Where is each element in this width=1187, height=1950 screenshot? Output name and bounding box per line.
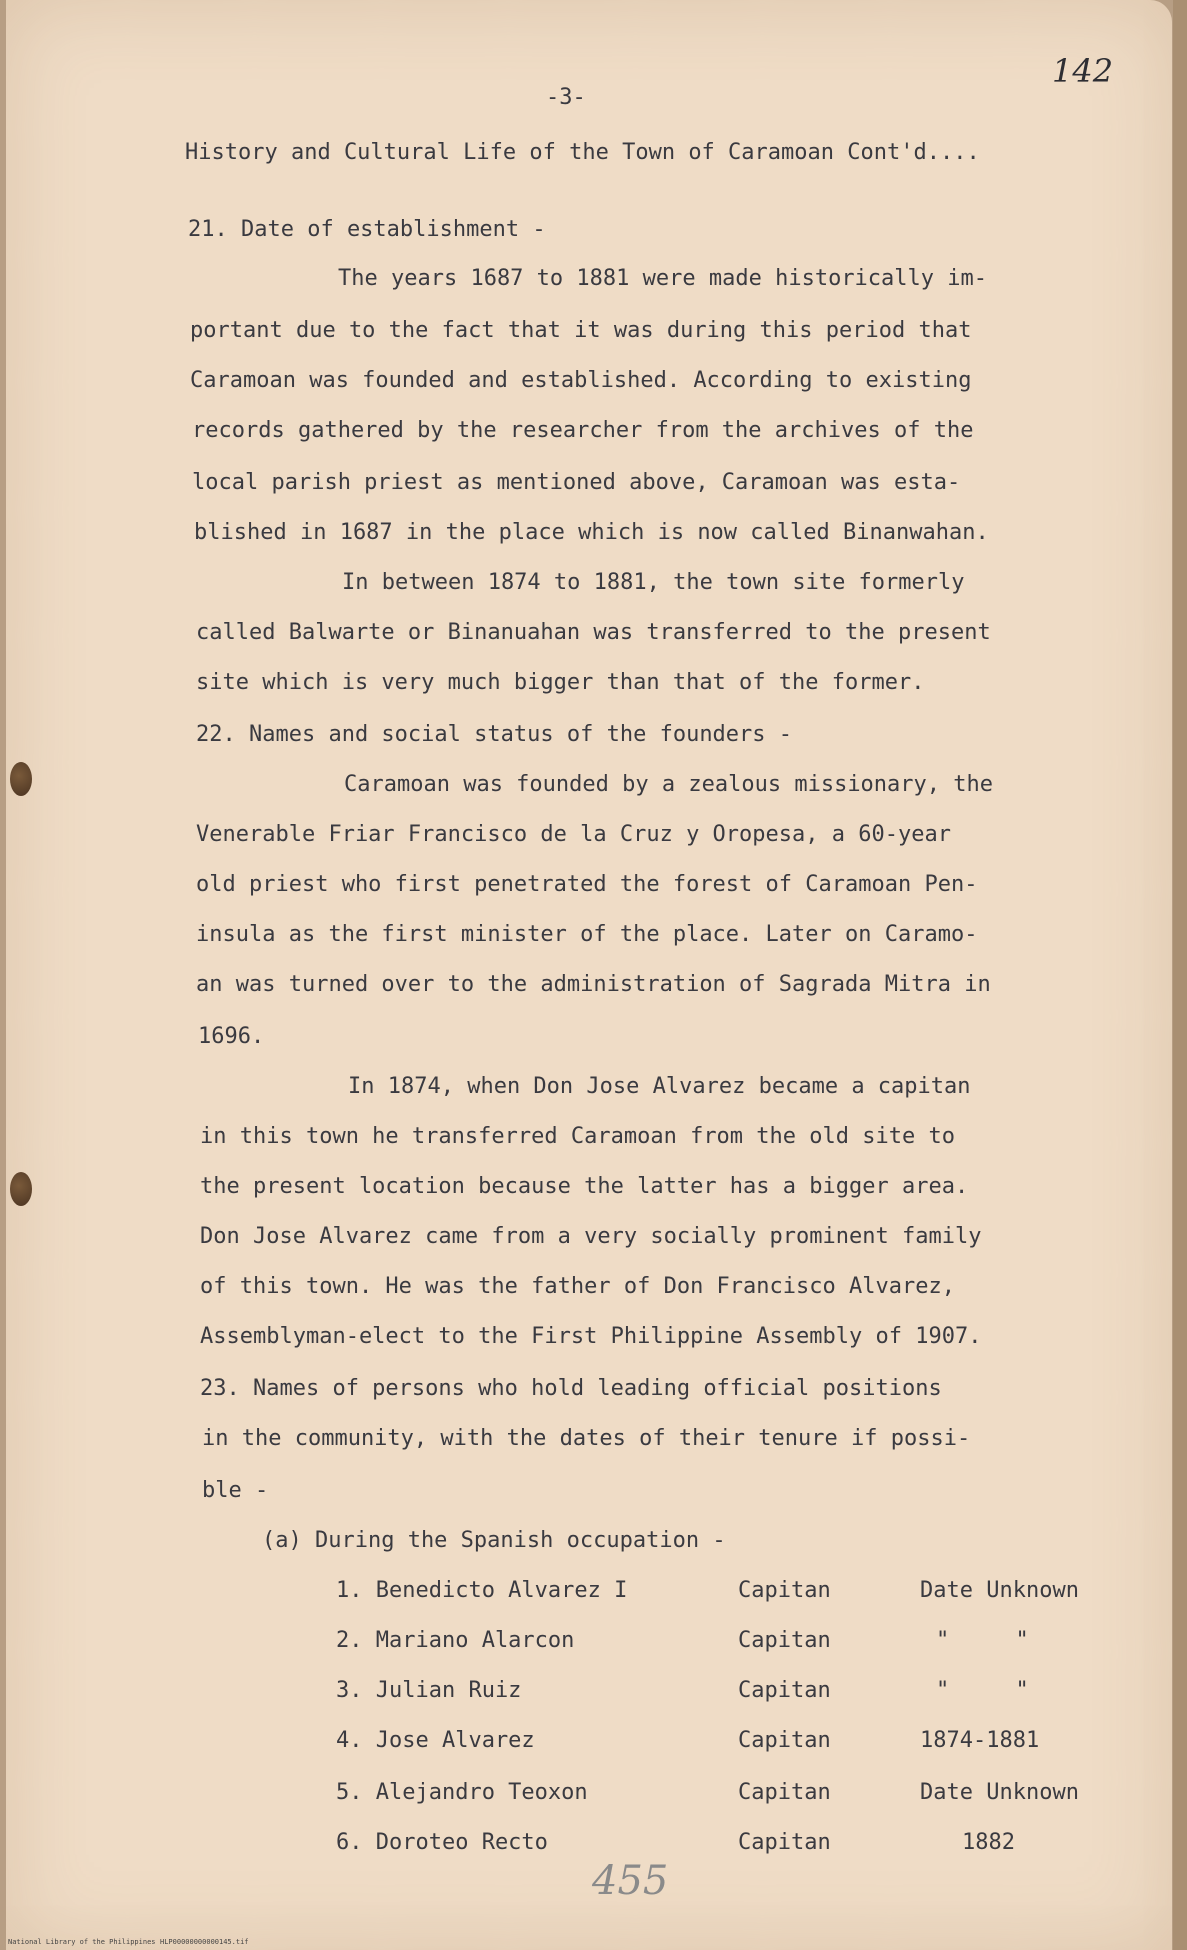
section-22-line: the present location because the latter has a bigger area. [200,1174,969,1199]
section-23-line: ble - [202,1478,269,1503]
official-position: Capitan [738,1728,831,1753]
official-tenure: " " [936,1628,1029,1653]
official-position: Capitan [738,1678,831,1703]
official-name: 5. Alejandro Teoxon [336,1780,588,1805]
page-edge [1173,0,1187,1950]
section-21-line: blished in 1687 in the place which is now called Binanwahan. [194,520,989,545]
official-position: Capitan [738,1578,831,1603]
handwritten-number: 455 [592,1858,669,1904]
section-22-line: Don Jose Alvarez came from a very socially prominent family [200,1224,982,1249]
section-22-line: insula as the first minister of the place. Later on Caramo- [196,922,978,947]
official-name: 6. Doroteo Recto [336,1830,548,1855]
section-21-line: Caramoan was founded and established. According to existing [190,368,972,393]
section-22-line: Caramoan was founded by a zealous missionary, the [344,772,994,797]
section-21-line: portant due to the fact that it was during this period that [190,318,972,343]
section-22-line: In 1874, when Don Jose Alvarez became a capitan [348,1074,971,1099]
official-position: Capitan [738,1628,831,1653]
section-21-line: local parish priest as mentioned above, Caramoan was esta- [192,470,961,495]
official-tenure: Date Unknown [920,1578,1079,1603]
official-tenure: Date Unknown [920,1780,1079,1805]
page-number: -3- [546,85,586,110]
official-name: 3. Julian Ruiz [336,1678,522,1703]
official-tenure: 1874-1881 [920,1728,1040,1753]
punch-hole [10,1172,32,1206]
section-23-subheading: (a) During the Spanish occupation - [262,1528,726,1553]
section-22-line: Assemblyman-elect to the First Philippine Assembly of 1907. [200,1324,982,1349]
section-22-line: Venerable Friar Francisco de la Cruz y Oropesa, a 60-year [196,822,951,847]
section-23-line: in the community, with the dates of their tenure if possi- [202,1426,971,1451]
official-tenure: 1882 [962,1830,1015,1855]
footer-filename: HLP00000000000145.tif [160,1938,249,1946]
section-22-line: an was turned over to the administration of Sagrada Mitra in [196,972,991,997]
section-22-line: old priest who first penetrated the forest of Caramoan Pen- [196,872,978,897]
page-heading: History and Cultural Life of the Town of Caramoan Cont'd.... [185,140,980,165]
official-tenure: " " [936,1678,1029,1703]
section-21-line: called Balwarte or Binanuahan was transferred to the present [196,620,991,645]
section-21-line: In between 1874 to 1881, the town site formerly [342,570,965,595]
section-23-line: 23. Names of persons who hold leading official positions [200,1376,942,1401]
section-21-line: site which is very much bigger than that of the former. [196,670,925,695]
section-22-line: of this town. He was the father of Don Francisco Alvarez, [200,1274,955,1299]
section-21-line: records gathered by the researcher from the archives of the [192,418,974,443]
section-22-line: 1696. [198,1024,265,1049]
folio-number: 142 [1052,52,1114,90]
official-position: Capitan [738,1830,831,1855]
official-name: 2. Mariano Alarcon [336,1628,575,1653]
official-name: 4. Jose Alvarez [336,1728,535,1753]
footer-library: National Library of the Philippines [8,1938,156,1946]
punch-hole [10,762,32,796]
section-22-title: 22. Names and social status of the founders - [196,722,793,747]
official-position: Capitan [738,1780,831,1805]
section-21-title: 21. Date of establishment - [188,217,546,242]
section-21-line: The years 1687 to 1881 were made historically im- [338,266,988,291]
section-22-line: in this town he transferred Caramoan from the old site to [200,1124,955,1149]
official-name: 1. Benedicto Alvarez I [336,1578,628,1603]
